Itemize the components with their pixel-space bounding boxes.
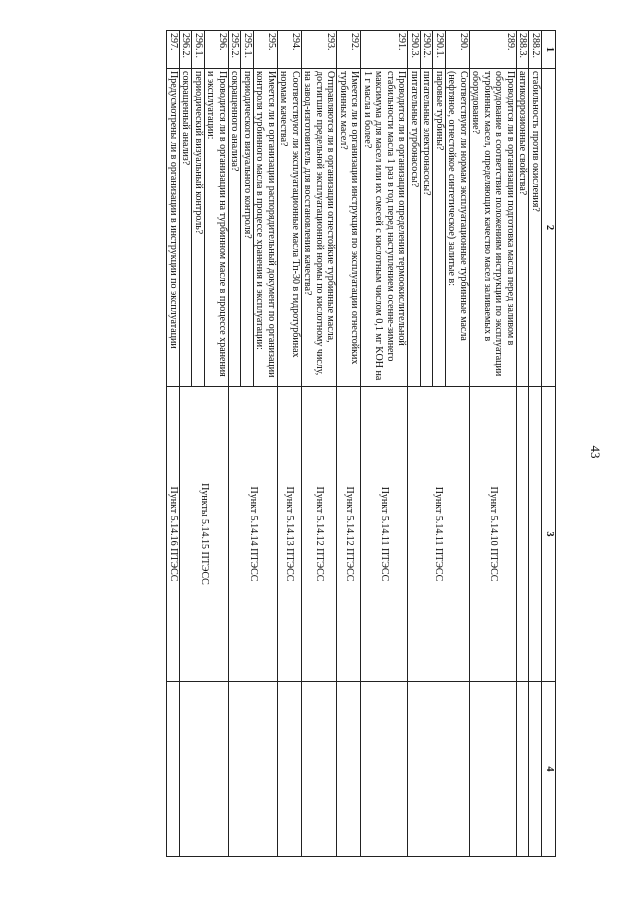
row-notes: [470, 682, 517, 857]
row-question: периодического визуального контроля?: [241, 69, 254, 387]
row-number: 293.: [302, 31, 338, 69]
row-reference: Пункт 5.14.14 ПТЭСС: [229, 387, 278, 682]
table-row: [167, 31, 180, 857]
row-notes: [278, 682, 302, 857]
row-question: Отправляются ли в организации огнестойкие турбинные масла, достигшие предельной эксплуатационной нормы по кислотному числу, на завод-изготовитель для восстановления качества?: [302, 69, 338, 387]
row-notes: [408, 682, 470, 857]
table-row: [337, 31, 361, 857]
row-reference: Пункт 5.14.13 ПТЭСС: [278, 387, 302, 682]
row-reference: [517, 387, 530, 682]
row-number: 290.3.: [408, 31, 421, 69]
row-question: сокращенного анализа?: [229, 69, 242, 387]
table-row: [302, 31, 338, 857]
row-notes: [337, 682, 361, 857]
table-row: [470, 31, 517, 857]
row-question: стабильность против окисления?: [529, 69, 542, 387]
row-number: 295.: [254, 31, 278, 69]
row-number: 288.3.: [517, 31, 530, 69]
row-reference: [529, 387, 542, 682]
row-number: 290.: [446, 31, 470, 69]
row-number: 294.: [278, 31, 302, 69]
row-notes: [517, 682, 530, 857]
row-number: 291.: [361, 31, 408, 69]
table-row: [517, 31, 530, 857]
table-row: [254, 31, 278, 857]
table-row: [278, 31, 302, 857]
row-notes: [302, 682, 338, 857]
row-reference: Пункты 5.14.15 ПТЭСС: [180, 387, 229, 682]
row-question: Имеется ли в организации распорядительный документ по организации контроля турбинного масла в процессе хранения и эксплуатации:: [254, 69, 278, 387]
header-row: [542, 31, 556, 857]
table-row: [529, 31, 542, 857]
row-number: 295.1.: [241, 31, 254, 69]
row-question: Проводится ли в организации определения термоокислительной стабильности масла 1 раз в год перед наступлением осенне-зимнего максимума для масел или их смесей с кислотным числом 0,1 мг KOH на 1 г масла и более?: [361, 69, 408, 387]
row-number: 290.2.: [421, 31, 434, 69]
row-notes: [529, 682, 542, 857]
row-question: Проводится ли в организации подготовка масла перед заливом в оборудование в соответствие положениям инструкции по эксплуатации турбинных масел, определяющих качество масел заливаемых в оборудование?: [470, 69, 517, 387]
row-question: паровые турбины?: [433, 69, 446, 387]
row-notes: [229, 682, 278, 857]
row-number: 292.: [337, 31, 361, 69]
row-question: Проводится ли в организации на турбинном масле в процессе хранения и эксплуатации:: [205, 69, 229, 387]
row-question: периодический визуальный контроль?: [192, 69, 205, 387]
row-question: антикоррозионные свойства?: [517, 69, 530, 387]
table-row: [361, 31, 408, 857]
row-question: Соответствуют ли нормам эксплуатационные турбинные масла (нефтяное, огнестойкое синтетическое) залитые в:: [446, 69, 470, 387]
column-header: 4: [542, 682, 556, 857]
row-notes: [361, 682, 408, 857]
row-number: 288.2.: [529, 31, 542, 69]
row-question: питательные турбонасосы?: [408, 69, 421, 387]
row-reference: Пункт 5.14.12 ПТЭСС: [337, 387, 361, 682]
column-header: 1: [542, 31, 556, 69]
row-question: сокращенный анализ?: [180, 69, 193, 387]
column-header: 3: [542, 387, 556, 682]
row-question: питательные электронасосы?: [421, 69, 434, 387]
row-number: 295.2.: [229, 31, 242, 69]
row-number: 296.1.: [192, 31, 205, 69]
inspection-table: [167, 30, 557, 857]
row-reference: Пункт 5.14.11 ПТЭСС: [408, 387, 470, 682]
rotated-table-container: [82, 30, 556, 856]
row-notes: [180, 682, 229, 857]
column-header: 2: [542, 69, 556, 387]
table-row: [205, 31, 229, 857]
row-reference: Пункт 5.14.16 ПТЭСС: [167, 387, 180, 682]
row-reference: Пункт 5.14.11 ПТЭСС: [361, 387, 408, 682]
table-row: [446, 31, 470, 857]
row-question: Предусмотрены ли в организации в инструкции по эксплуатации: [167, 69, 180, 387]
row-number: 296.: [205, 31, 229, 69]
page-number: 43: [588, 445, 603, 459]
row-question: Соответствуют ли эксплуатационные масла Тп-30 в гидротурбинах нормам качества?: [278, 69, 302, 387]
row-number: 296.2.: [180, 31, 193, 69]
row-number: 290.1.: [433, 31, 446, 69]
row-notes: [167, 682, 180, 857]
row-reference: Пункт 5.14.10 ПТЭСС: [470, 387, 517, 682]
row-reference: Пункт 5.14.12 ПТЭСС: [302, 387, 338, 682]
row-number: 297.: [167, 31, 180, 69]
row-number: 289.: [470, 31, 517, 69]
row-question: Имеется ли в организации инструкция по эксплуатации огнестойких турбинных масел?: [337, 69, 361, 387]
